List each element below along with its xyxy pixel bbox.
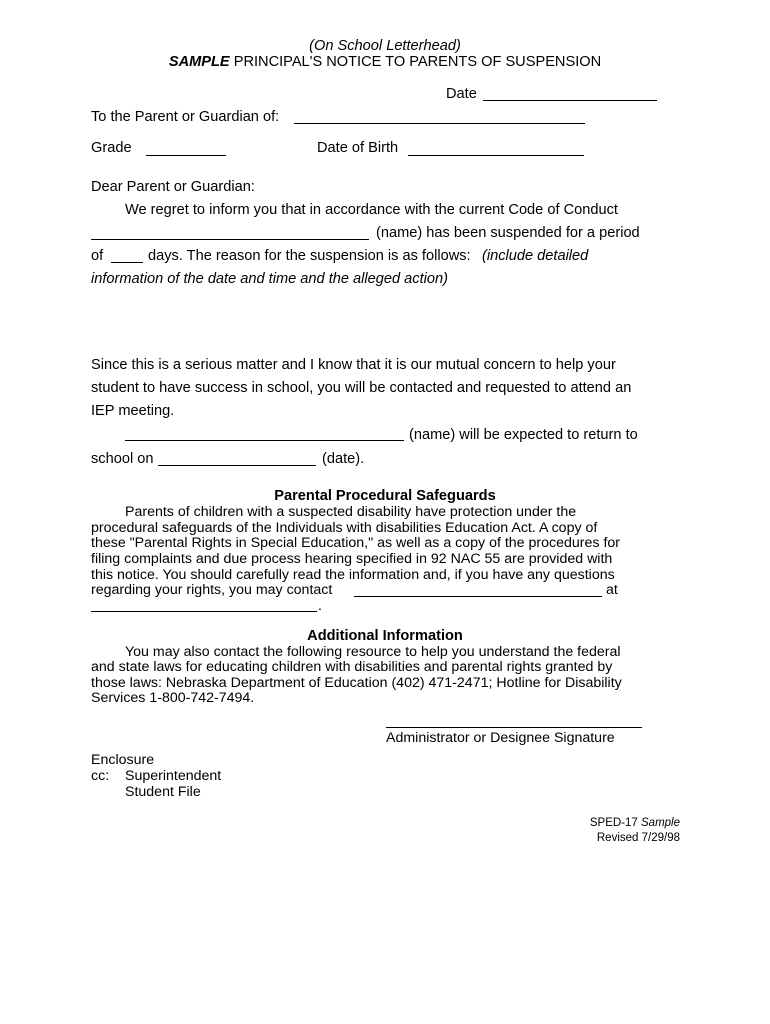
grade-field[interactable] — [146, 155, 226, 156]
letter-line-3-italic: (include detailed — [482, 248, 589, 264]
para2-line-2: student to have success in school, you will be contacted and requested to attend an — [91, 380, 632, 396]
return-name-field[interactable] — [125, 440, 404, 441]
student-name-field[interactable] — [91, 239, 369, 240]
contact-location-field[interactable] — [91, 611, 317, 612]
additional-line-2: and state laws for educating children with disabilities and parental rights granted by — [91, 659, 613, 675]
page-title — [0, 55, 770, 70]
revised-date: Revised 7/29/98 — [596, 832, 680, 844]
date-paren: (date). — [322, 451, 365, 467]
days-field[interactable] — [111, 262, 143, 263]
enclosure-label: Enclosure — [91, 752, 155, 768]
title-emphasis: SAMPLE — [168, 54, 230, 70]
safeguards-line-3: these "Parental Rights in Special Education," as well as a copy of the procedures for — [91, 535, 620, 551]
safeguards-at: at — [606, 582, 618, 598]
of-label: of — [91, 248, 104, 264]
date-label: Date — [446, 86, 477, 102]
safeguards-line-5: this notice. You should carefully read the information and, if you have any questions — [91, 567, 615, 583]
cc-superintendent: Superintendent — [125, 768, 222, 784]
letter-line-2: (name) has been suspended for a period — [376, 225, 640, 241]
additional-heading: Additional Information — [307, 628, 463, 644]
letter-line-4: information of the date and time and the alleged action) — [91, 271, 448, 287]
safeguards-line-2: procedural safeguards of the Individuals with disabilities Education Act. A copy of — [91, 520, 598, 536]
dob-field[interactable] — [408, 155, 584, 156]
school-on-label: school on — [91, 451, 154, 467]
cc-label: cc: — [91, 768, 110, 784]
grade-label: Grade — [91, 140, 132, 156]
form-id-sample: Sample — [641, 817, 680, 829]
return-date-field[interactable] — [158, 465, 316, 466]
date-field[interactable] — [483, 100, 657, 101]
safeguards-period: . — [318, 598, 322, 614]
safeguards-contact-text: regarding your rights, you may contact — [91, 582, 333, 598]
form-id — [590, 818, 680, 830]
letterhead-note: (On School Letterhead) — [309, 38, 461, 54]
return-text: (name) will be expected to return to — [409, 427, 638, 443]
safeguards-line-4: filing complaints and due process hearing specified in 92 NAC 55 are provided with — [91, 551, 613, 567]
additional-line-4: Services 1-800-742-7494. — [91, 690, 255, 706]
safeguards-line-1: Parents of children with a suspected disability have protection under the — [125, 504, 577, 520]
para2-line-3: IEP meeting. — [91, 403, 175, 419]
additional-line-3: those laws: Nebraska Department of Education (402) 471-2471; Hotline for Disability — [91, 675, 622, 691]
safeguards-heading: Parental Procedural Safeguards — [274, 488, 496, 504]
letter-line-3: days. The reason for the suspension is as follows: — [148, 248, 471, 264]
salutation: Dear Parent or Guardian: — [91, 179, 255, 195]
parent-name-field[interactable] — [294, 123, 585, 124]
para2-line-1: Since this is a serious matter and I know that it is our mutual concern to help your — [91, 357, 616, 373]
dob-label: Date of Birth — [317, 140, 399, 156]
form-id-code: SPED-17 — [589, 817, 638, 829]
title-text: PRINCIPAL'S NOTICE TO PARENTS OF SUSPENSION — [229, 54, 602, 70]
signature-label: Administrator or Designee Signature — [386, 730, 615, 746]
additional-line-1: You may also contact the following resource to help you understand the federal — [125, 644, 621, 660]
signature-line[interactable] — [386, 727, 642, 728]
letter-line-1: We regret to inform you that in accordance with the current Code of Conduct — [125, 202, 618, 218]
parent-label: To the Parent or Guardian of: — [91, 109, 280, 125]
cc-student-file: Student File — [125, 784, 201, 800]
contact-name-field[interactable] — [354, 596, 602, 597]
